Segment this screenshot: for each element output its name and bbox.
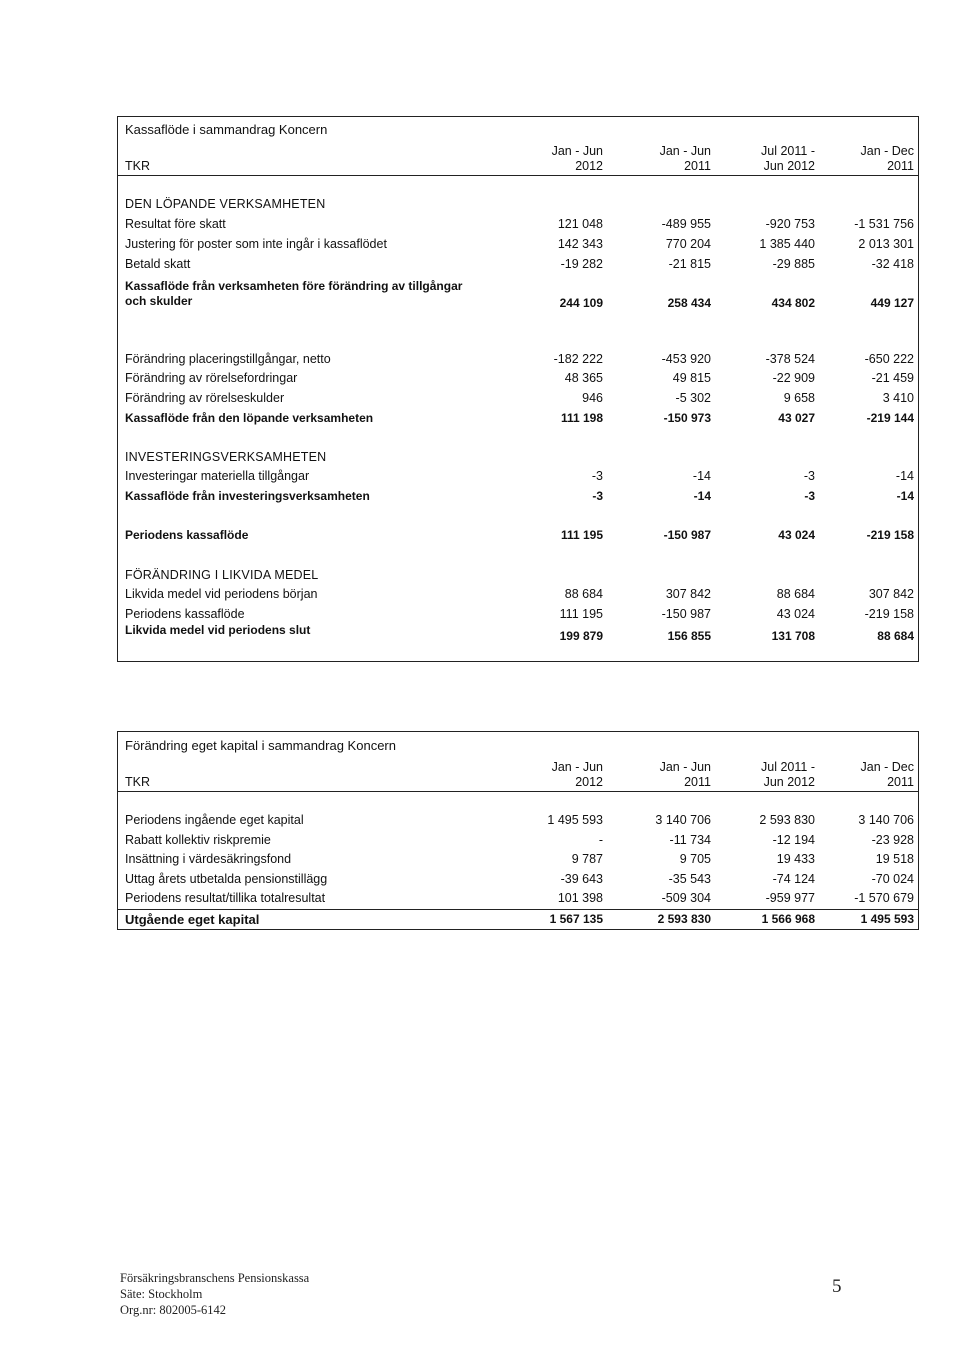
section-liquid: FÖRÄNDRING I LIKVIDA MEDEL	[125, 568, 319, 582]
footer-company: Försäkringsbranschens Pensionskassa	[120, 1271, 310, 1285]
header-col1-line1: Jan - Jun	[551, 760, 603, 774]
header-col2-line2: 2011	[684, 775, 711, 789]
header-col3-line1: Jul 2011 -	[761, 144, 815, 158]
section-operating: DEN LÖPANDE VERKSAMHETEN	[125, 197, 326, 211]
header-col3-line2: Jun 2012	[763, 159, 815, 173]
cashflow-title: Kassaflöde i sammandrag Koncern	[125, 122, 328, 137]
header-col1-line2: 2012	[575, 775, 603, 789]
header-rule	[118, 175, 918, 176]
total-rule	[118, 909, 918, 910]
header-col4-line1: Jan - Dec	[860, 760, 914, 774]
header-col4-line2: 2011	[887, 775, 914, 789]
equity-title: Förändring eget kapital i sammandrag Koncern	[125, 738, 396, 753]
equity-statement: Förändring eget kapital i sammandrag Koncern Jan - Jun Jan - Jun Jul 2011 - Jan - Dec TKR 2012 2011 Jun 2012 2011 Periodens ingående eget kapital 1 495 593 3 140 706 2 593 830 3 140 706 Rabatt kollektiv riskpremie - -11 734 -12 194 -23 928 Insättning i värdesäkringsfond 9 787 9 705 19 433 19 518 Uttag årets utbetalda pensionstillägg -39 643 -35 543 -74 124 -70 024 Periodens resultat/tillika totalresultat 101 398 -509 304 -959 977 -1 570 679 Utgående eget kapital 1 567 135 2 593 830 1 566 968 1 495 593	[117, 731, 919, 930]
header-col3-line1: Jul 2011 -	[761, 760, 815, 774]
header-col1-line2: 2012	[575, 159, 603, 173]
section-investing: INVESTERINGSVERKSAMHETEN	[125, 450, 327, 464]
header-col4-line1: Jan - Dec	[860, 144, 914, 158]
page-number: 5	[832, 1276, 842, 1297]
header-col3-line2: Jun 2012	[763, 775, 815, 789]
unit-label: TKR	[125, 775, 150, 789]
header-col4-line2: 2011	[887, 159, 914, 173]
header-col2-line1: Jan - Jun	[659, 144, 711, 158]
header-col2-line1: Jan - Jun	[659, 760, 711, 774]
header-col2-line2: 2011	[684, 159, 711, 173]
footer-orgnr: Org.nr: 802005-6142	[120, 1303, 227, 1317]
unit-label: TKR	[125, 159, 150, 173]
header-rule	[118, 791, 918, 792]
footer-seat: Säte: Stockholm	[120, 1287, 203, 1301]
cashflow-statement: Kassaflöde i sammandrag Koncern Jan - Jun Jan - Jun Jul 2011 - Jan - Dec TKR 2012 2011 Jun 2012 2011 DEN LÖPANDE VERKSAMHETEN Resultat före skatt 121 048 -489 955 -920 753 -1 531 756 Justering för poster som inte ingår i kassaflödet 142 343 770 204 1 385 440 2 013 301 Betald skatt -19 282 -21 815 -29 885 -32 418 Kassaflöde från verksamheten före förändring av tillgångar och skulder 244 109 258 434 434 802 449 127 Förändring placeringstillgångar, netto -182 222 -453 920 -378 524 -650 222 Förändring av rörelsefordringar 48 365 49 815 -22 909 -21 459 Förändring av rörelseskulder 946 -5 302 9 658 3 410 Kassaflöde från den löpande verksamheten 111 198 -150 973 43 027 -219 144 INVESTERINGSVERKSAMHETEN Investeringar materiella tillgångar -3 -14 -3 -14 Kassaflöde från investeringsverksamheten -3 -14 -3 -14 Periodens kassaflöde 111 195 -150 987 43 024 -219 158 FÖRÄNDRING I LIKVIDA MEDEL Likvida medel vid periodens början 88 684 307 842 88 684 307 842 Periodens kassaflöde 111 195 -150 987 43 024 -219 158 Likvida medel vid periodens slut 199 879 156 855 131 708 88 684	[117, 116, 919, 662]
header-col1-line1: Jan - Jun	[551, 144, 603, 158]
